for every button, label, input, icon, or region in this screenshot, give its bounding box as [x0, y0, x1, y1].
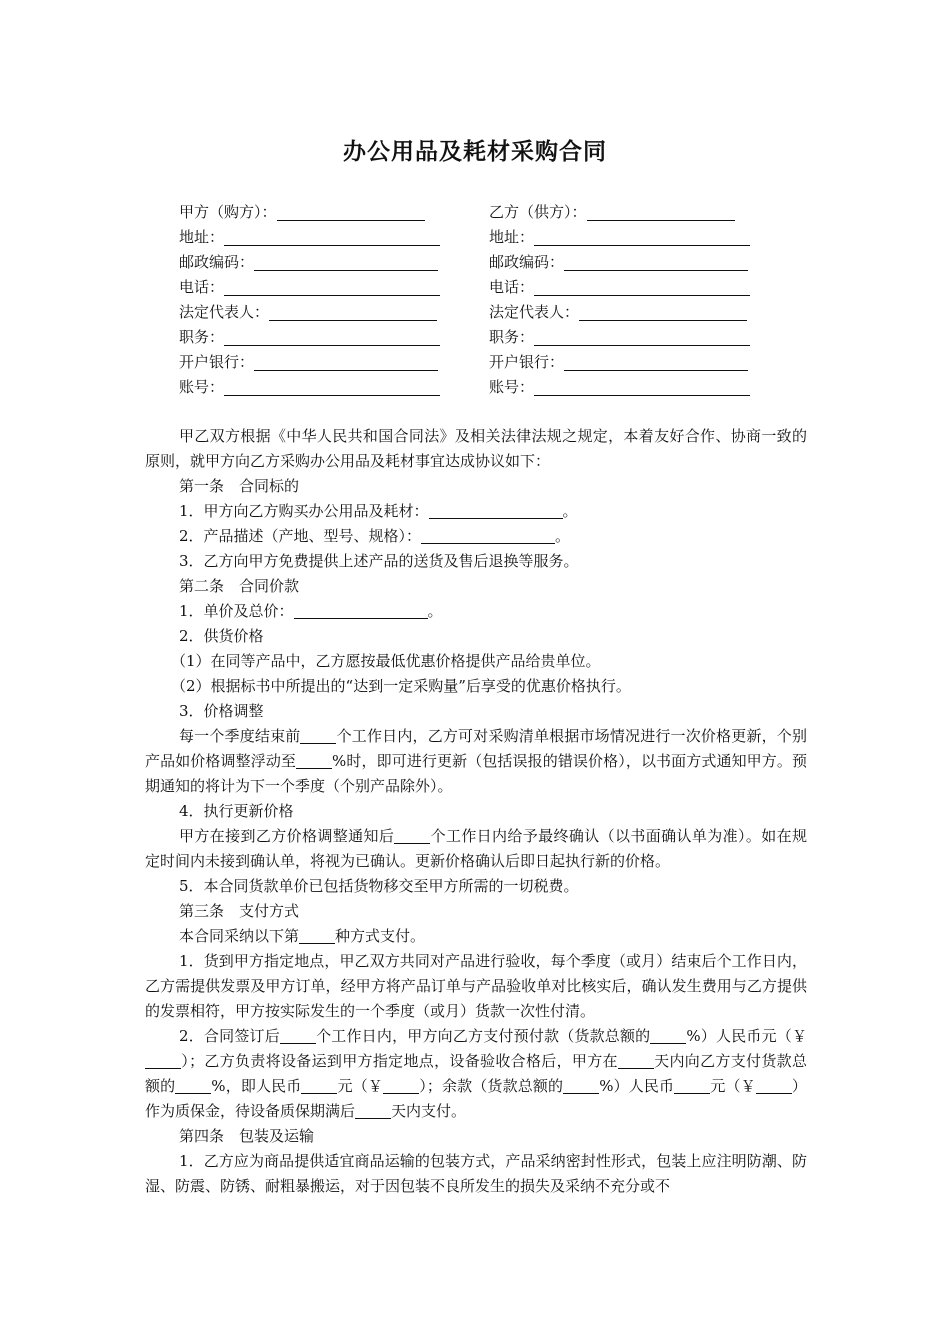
party-b-phone-row — [489, 275, 799, 300]
article-2-item-5: 5．本合同货款单价已包括货物移交至甲方所需的一切税费。 — [179, 877, 579, 895]
party-b-name-field[interactable] — [587, 202, 735, 221]
field-label: 电话： — [489, 278, 535, 296]
blank[interactable] — [618, 1051, 654, 1069]
party-b-postcode-row — [489, 250, 799, 275]
party-b-rep-field[interactable] — [579, 302, 747, 321]
field-label: 邮政编码： — [179, 253, 255, 271]
article-2-item-3-text: 每一个季度结束前 个工作日内，乙方可对采购清单根据市场情况进行一次价格更新，个别产品如价格调整浮动至 %时，即可进行更新（包括误报的错误价格），以书面方式通知甲方。预期通知的将计为下一个季度（个别产品除外）。 — [145, 727, 807, 795]
article-2-title: 第二条 合同价款 — [179, 577, 300, 595]
party-a-address-field[interactable] — [224, 227, 440, 246]
party-a-phone-field[interactable] — [224, 277, 440, 296]
article-2-item-2-1: （1）在同等产品中，乙方愿按最低优惠价格提供产品给贵单位。 — [171, 652, 601, 670]
party-b-postcode-field[interactable] — [564, 252, 748, 271]
party-b-title-field[interactable] — [534, 327, 750, 346]
article-2-item-4: 4．执行更新价格 — [179, 802, 294, 820]
party-b-title-row — [489, 325, 799, 350]
days-blank[interactable] — [300, 726, 336, 744]
article-4-item-1: 1．乙方应为商品提供适宜商品运输的包装方式，产品采纳密封性形式，包装上应注明防潮、防湿、防震、防锈、耐粗暴搬运，对于因包装不良所发生的损失及采纳不充分或不 — [145, 1152, 807, 1195]
party-a-name-field[interactable] — [277, 202, 425, 221]
article-2-item-2: 2．供货价格 — [179, 627, 264, 645]
party-a-title-field[interactable] — [224, 327, 440, 346]
party-a-rep-row — [179, 300, 489, 325]
goods-blank[interactable] — [429, 501, 563, 519]
payment-option-blank[interactable] — [299, 926, 335, 944]
blank[interactable] — [175, 1076, 211, 1094]
party-a-postcode-field[interactable] — [254, 252, 438, 271]
price-blank[interactable] — [294, 601, 428, 619]
article-1-title: 第一条 合同标的 — [179, 477, 300, 495]
blank[interactable] — [355, 1101, 391, 1119]
party-b-account-field[interactable] — [534, 377, 750, 396]
article-2-item-1: 1．单价及总价： 。 — [179, 602, 443, 620]
field-label: 法定代表人： — [179, 303, 270, 321]
preamble: 甲乙双方根据《中华人民共和国合同法》及相关法律法规之规定，本着友好合作、协商一致的原则，就甲方向乙方采购办公用品及耗材事宜达成协议如下： — [145, 427, 807, 470]
blank[interactable] — [674, 1076, 710, 1094]
blank[interactable] — [563, 1076, 599, 1094]
field-label: 乙方（供方）： — [489, 203, 587, 221]
blank[interactable] — [383, 1076, 419, 1094]
field-label: 职务： — [179, 328, 225, 346]
percent-blank[interactable] — [296, 751, 332, 769]
party-a-bank-row — [179, 350, 489, 375]
blank[interactable] — [280, 1026, 316, 1044]
party-b-account-row — [489, 375, 799, 400]
article-4-title: 第四条 包装及运输 — [179, 1127, 315, 1145]
field-label: 电话： — [179, 278, 225, 296]
party-b-name-row — [489, 200, 799, 225]
article-1-item-3: 3．乙方向甲方免费提供上述产品的送货及售后退换等服务。 — [179, 552, 579, 570]
article-3-item-1: 1．货到甲方指定地点，甲乙双方共同对产品进行验收，每个季度（或月）结束后个工作日内，乙方需提供发票及甲方订单，经甲方将产品订单与产品验收单对比核实后，确认发生费用与乙方提供的发票相符，甲方按实际发生的一个季度（或月）货款一次性付清。 — [145, 952, 807, 1020]
party-b-address-field[interactable] — [534, 227, 750, 246]
blank[interactable] — [650, 1026, 686, 1044]
article-1-item-1: 1．甲方向乙方购买办公用品及耗材： 。 — [179, 502, 578, 520]
party-a-postcode-row — [179, 250, 489, 275]
contract-title: 办公用品及耗材采购合同 — [343, 139, 607, 165]
field-label: 法定代表人： — [489, 303, 580, 321]
party-a-phone-row — [179, 275, 489, 300]
party-b-phone-field[interactable] — [534, 277, 750, 296]
party-a-name-row — [179, 200, 489, 225]
blank[interactable] — [756, 1076, 792, 1094]
field-label: 开户银行： — [489, 353, 565, 371]
article-3-title: 第三条 支付方式 — [179, 902, 300, 920]
field-label: 开户银行： — [179, 353, 255, 371]
field-label: 职务： — [489, 328, 535, 346]
article-2-item-4-text: 甲方在接到乙方价格调整通知后 个工作日内给予最终确认（以书面确认单为准）。如在规定时间内未接到确认单，将视为已确认。更新价格确认后即日起执行新的价格。 — [145, 827, 807, 870]
field-label: 邮政编码： — [489, 253, 565, 271]
party-a-bank-field[interactable] — [254, 352, 438, 371]
field-label: 甲方（购方）： — [179, 203, 277, 221]
party-b-address-row — [489, 225, 799, 250]
article-2-item-2-2: （2）根据标书中所提出的“达到一定采购量”后享受的优惠价格执行。 — [171, 677, 631, 695]
party-b-bank-row — [489, 350, 799, 375]
field-label: 地址： — [179, 228, 225, 246]
field-label: 账号： — [489, 378, 535, 396]
field-label: 地址： — [489, 228, 535, 246]
article-3-intro: 本合同采纳以下第 种方式支付。 — [179, 927, 426, 945]
party-a-rep-field[interactable] — [269, 302, 437, 321]
party-a-account-field[interactable] — [224, 377, 440, 396]
party-info-grid — [179, 200, 799, 400]
party-a-account-row — [179, 375, 489, 400]
field-label: 账号： — [179, 378, 225, 396]
party-a-address-row — [179, 225, 489, 250]
contract-body — [145, 424, 807, 1199]
blank[interactable] — [145, 1051, 181, 1069]
article-3-item-2: 2．合同签订后 个工作日内，甲方向乙方支付预付款（货款总额的 %）人民币元（￥）；乙方负责将设备运到甲方指定地点，设备验收合格后，甲方在 天内向乙方支付货款总额的 %，即人民币 元（￥ ）；余款（货款总额的 %）人民币 元（￥ ）作为质保金，待设备质保期满后 天内支付。 — [145, 1027, 807, 1120]
blank[interactable] — [301, 1076, 337, 1094]
party-a-title-row — [179, 325, 489, 350]
description-blank[interactable] — [421, 526, 555, 544]
party-b-rep-row — [489, 300, 799, 325]
confirm-days-blank[interactable] — [394, 826, 430, 844]
article-2-item-3: 3．价格调整 — [179, 702, 264, 720]
article-1-item-2: 2．产品描述（产地、型号、规格）： 。 — [179, 527, 571, 545]
party-b-bank-field[interactable] — [564, 352, 748, 371]
